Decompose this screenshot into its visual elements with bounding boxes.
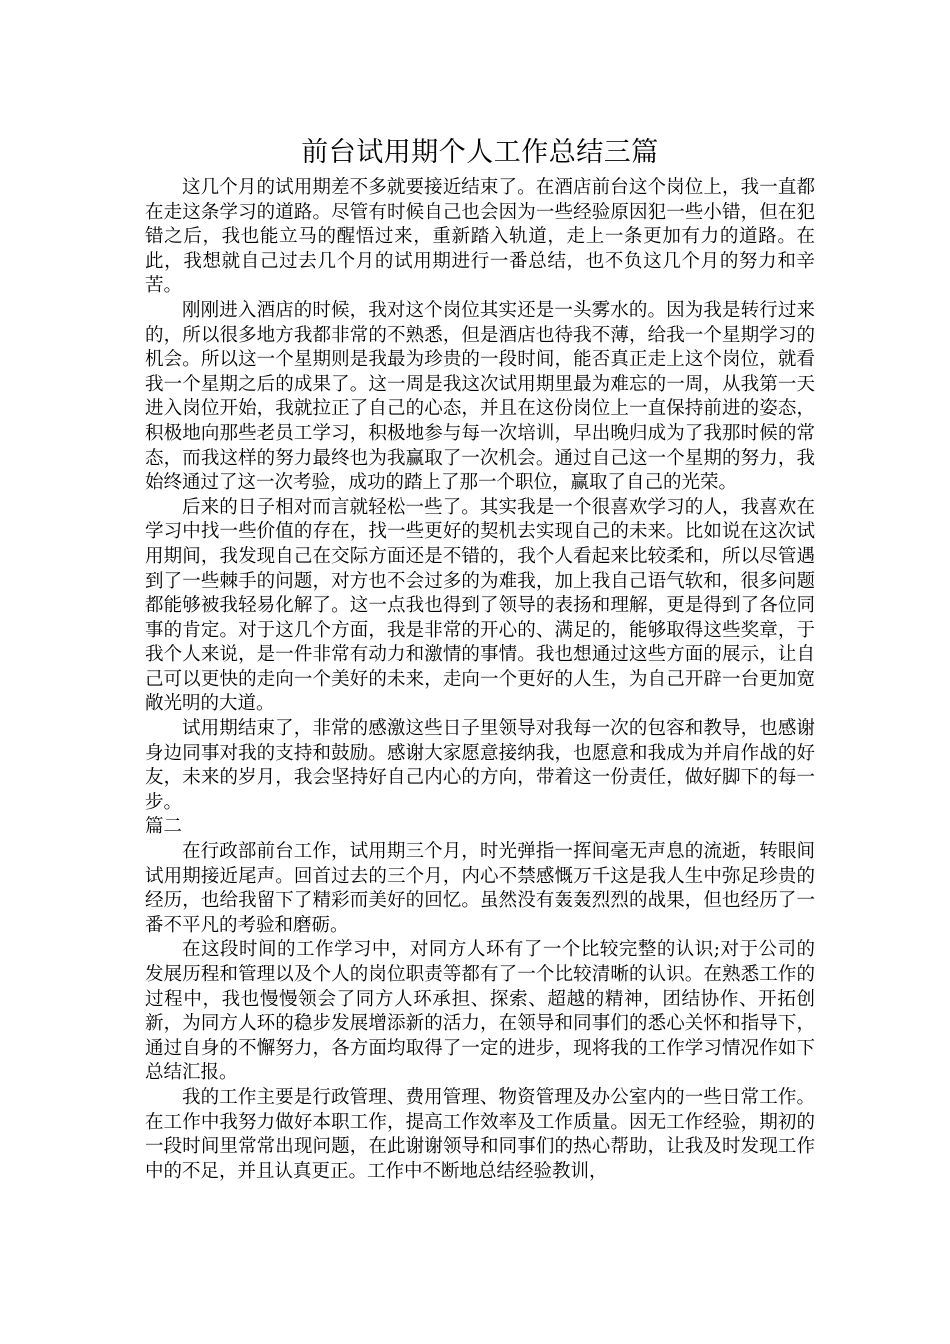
paragraph-5: 在行政部前台工作，试用期三个月，时光弹指一挥间毫无声息的流逝，转眼间试用期接近尾声。回首过去的三个月，内心不禁感慨万千这是我人生中弥足珍贵的经历，也给我留下了精彩而美好的回忆。虽然没有轰轰烈烈的战果，但也经历了一番不平凡的考验和磨砺。 <box>145 841 815 936</box>
section-heading-2: 篇二 <box>145 816 183 838</box>
paragraph-1: 这几个月的试用期差不多就要接近结束了。在酒店前台这个岗位上，我一直都在走这条学习的道路。尽管有时候自己也会因为一些经验原因犯一些小错，但在犯错之后，我也能立马的醒悟过来，重新踏入轨道，走上一条更加有力的道路。在此，我想就自己过去几个月的试用期进行一番总结，也不负这几个月的努力和辛苦。 <box>145 177 815 297</box>
document-title: 前台试用期个人工作总结三篇 <box>301 137 659 168</box>
paragraph-3: 后来的日子相对而言就轻松一些了。其实我是一个很喜欢学习的人，我喜欢在学习中找一些价值的存在，找一些更好的契机去实现自己的未来。比如说在这次试用期间，我发现自己在交际方面还是不错的，我个人看起来比较柔和，所以尽管遇到了一些棘手的问题，对方也不会过多的为难我，加上我自己语气软和，很多问题都能够被我轻易化解了。这一点我也得到了领导的表扬和理解，更是得到了各位同事的肯定。对于这几个方面，我是非常的开心的、满足的，能够取得这些奖章，于我个人来说，是一件非常有动力和激情的事情。我也想通过这些方面的展示，让自己可以更快的走向一个美好的未来，走向一个更好的人生，为自己开辟一台更加宽敞光明的大道。 <box>145 496 815 715</box>
paragraph-2: 刚刚进入酒店的时候，我对这个岗位其实还是一头雾水的。因为我是转行过来的，所以很多地方我都非常的不熟悉，但是酒店也待我不薄，给我一个星期学习的机会。所以这一个星期则是我最为珍贵的一段时间，能否真正走上这个岗位，就看我一个星期之后的成果了。这一周是我这次试用期里最为难忘的一周，从我第一天进入岗位开始，我就拉正了自己的心态，并且在这份岗位上一直保持前进的姿态，积极地向那些老员工学习，积极地参与每一次培训，早出晚归成为了我那时候的常态，而我这样的努力最终也为我赢取了一次机会。通过自己这一个星期的努力，我始终通过了这一次考验，成功的踏上了那一个职位，赢取了自己的光荣。 <box>145 299 815 494</box>
document-page <box>145 136 815 1184</box>
paragraph-7: 我的工作主要是行政管理、费用管理、物资管理及办公室内的一些日常工作。在工作中我努力做好本职工作，提高工作效率及工作质量。因无工作经验，期初的一段时间里常常出现问题，在此谢谢领导和同事们的热心帮助，让我及时发现工作中的不足，并且认真更正。工作中不断地总结经验教训， <box>145 1086 815 1182</box>
paragraph-4: 试用期结束了，非常的感激这些日子里领导对我每一次的包容和教导，也感谢身边同事对我的支持和鼓励。感谢大家愿意接纳我，也愿意和我成为并肩作战的好友，未来的岁月，我会坚持好自己内心的方向，带着这一份责任，做好脚下的每一步。 <box>145 718 815 813</box>
paragraph-6: 在这段时间的工作学习中，对同方人环有了一个比较完整的认识;对于公司的发展历程和管理以及个人的岗位职责等都有了一个比较清晰的认识。在熟悉工作的过程中，我也慢慢领会了同方人环承担、探索、超越的精神，团结协作、开拓创新，为同方人环的稳步发展增添新的活力，在领导和同事们的悉心关怀和指导下，通过自身的不懈努力，各方面均取得了一定的进步，现将我的工作学习情况作如下总结汇报。 <box>145 939 815 1084</box>
